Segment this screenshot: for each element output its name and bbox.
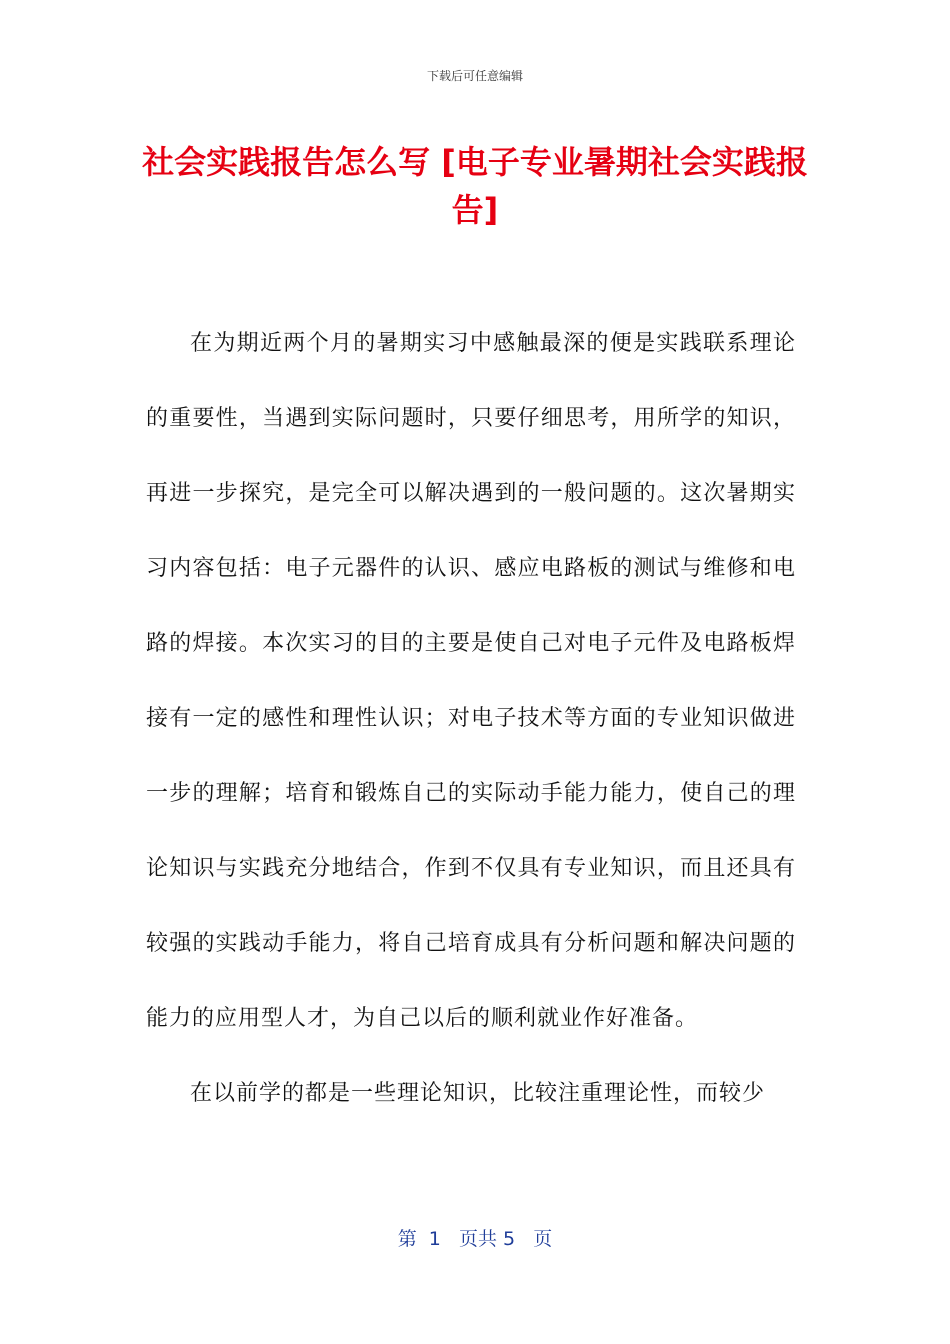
body-paragraph-1: 在为期近两个月的暑期实习中感触最深的便是实践联系理论的重要性，当遇到实际问题时，只要仔细思考，用所学的知识，再进一步探究，是完全可以解决遇到的一般问题的。这次暑期实习内容包括：电子元器件的认识、感应电路板的测试与维修和电路的焊接。本次实习的目的主要是使自己对电子元件及电路板焊接有一定的感性和理性认识；对电子技术等方面的专业知识做进一步的理解；培育和锻炼自己的实际动手能力能力，使自己的理论知识与实践充分地结合，作到不仅具有专业知识，而且还具有较强的实践动手能力，将自己培育成具有分析问题和解决问题的能力的应用型人才，为自己以后的顺利就业作好准备。: [146, 331, 796, 1031]
page-number-footer: 第 1 页共 5 页: [397, 1228, 553, 1250]
body-paragraph-2: 在以前学的都是一些理论知识，比较注重理论性，而较少: [190, 1081, 766, 1106]
document-title: 社会实践报告怎么写 [电子专业暑期社会实践报告]: [142, 143, 808, 229]
header-note: 下载后可任意编辑: [426, 69, 523, 83]
document-body: [146, 306, 796, 1131]
